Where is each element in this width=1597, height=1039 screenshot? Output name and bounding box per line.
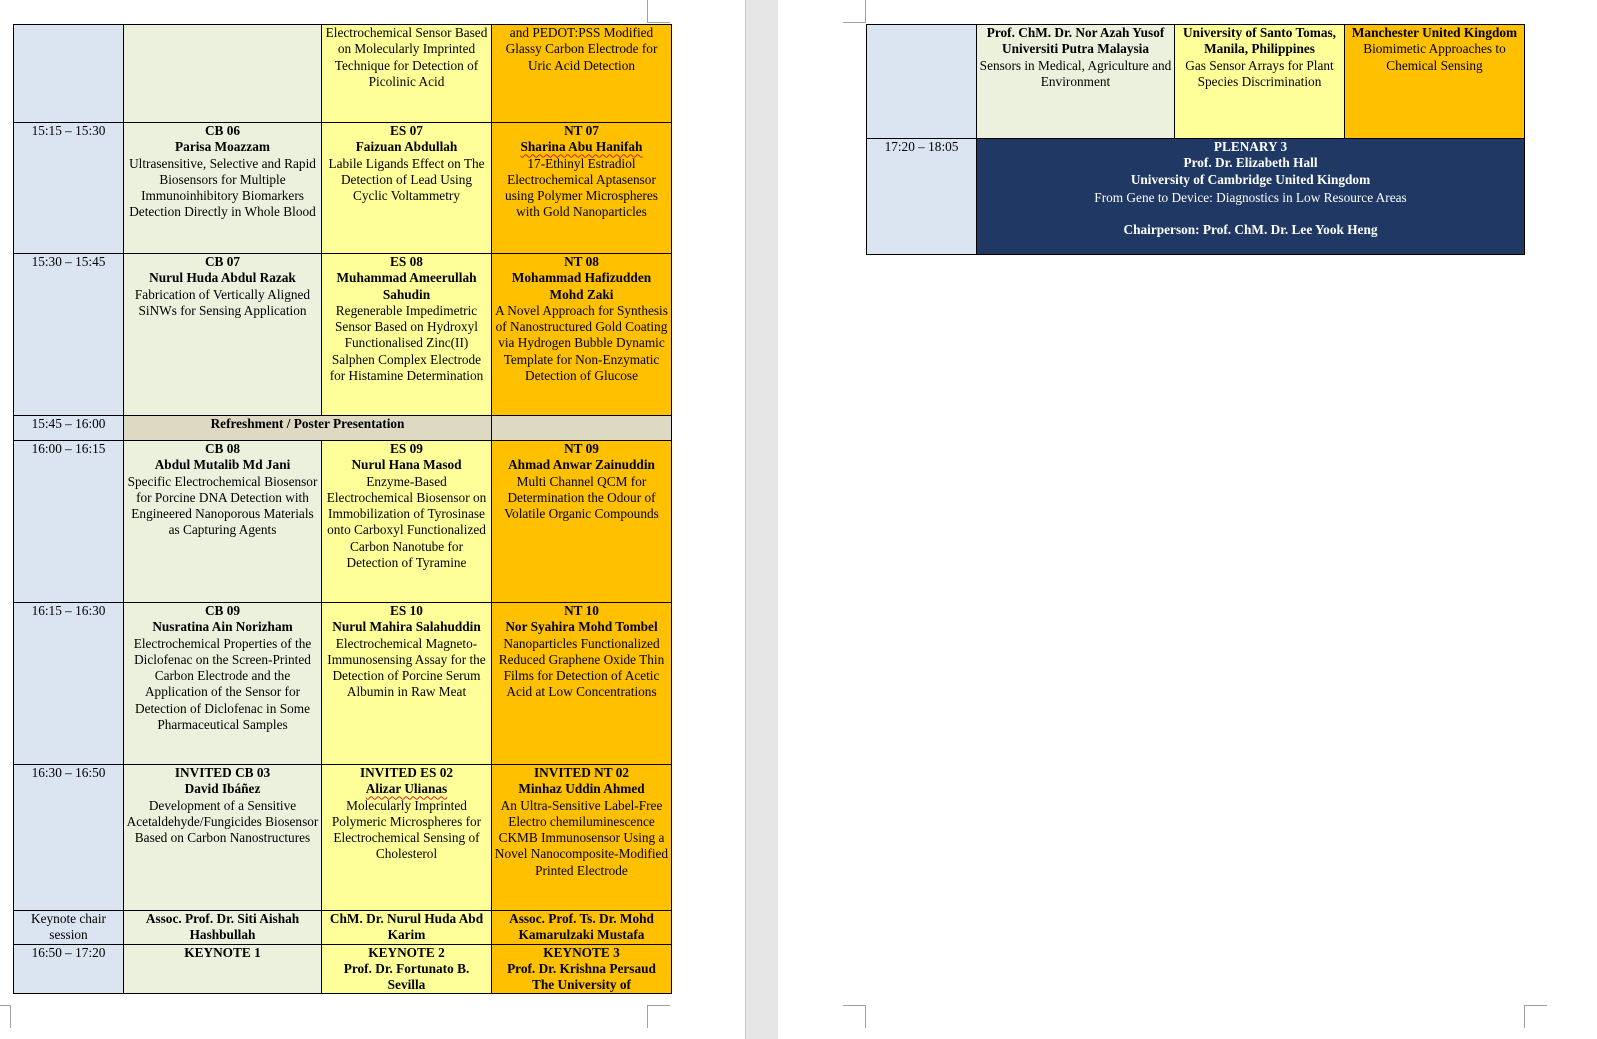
time-cell: 15:15 – 15:30 bbox=[14, 123, 124, 254]
es-cell bbox=[322, 123, 492, 254]
chairperson: Chairperson: Prof. ChM. Dr. Lee Yook Heng bbox=[1123, 222, 1378, 238]
paper-title: Sensors in Medical, Agriculture and Environment bbox=[979, 57, 1172, 89]
nt-cell bbox=[492, 603, 672, 765]
session-code: ES 10 bbox=[390, 603, 423, 618]
table-row bbox=[14, 911, 672, 945]
session-code: INVITED ES 02 bbox=[359, 765, 454, 780]
page-gutter bbox=[745, 0, 780, 1039]
presenter-name: Nurul Hana Masod bbox=[351, 457, 462, 473]
nt-cell bbox=[492, 441, 672, 603]
paper-title: Multi Channel QCM for Determination the Odour of Volatile Organic Compounds bbox=[504, 473, 659, 522]
crop-mark bbox=[1524, 1005, 1547, 1028]
time-cell: 16:15 – 16:30 bbox=[14, 603, 124, 765]
affiliation: The University of bbox=[532, 977, 631, 993]
paper-title: Ultrasensitive, Selective and Rapid Biosensors for Multiple Immunoinhibitory Biomarkers Detection Directly in Whole Blood bbox=[129, 155, 316, 220]
presenter-name: Nurul Mahira Salahuddin bbox=[332, 619, 481, 635]
es-cell bbox=[322, 25, 492, 123]
document-page-1 bbox=[0, 0, 742, 1039]
time-cell: 17:20 – 18:05 bbox=[867, 139, 977, 255]
schedule-table-continued bbox=[866, 24, 1525, 255]
presenter-name: Mohammad Hafizudden Mohd Zaki bbox=[511, 270, 652, 302]
session-code: NT 07 bbox=[564, 123, 599, 138]
paper-title: A Novel Approach for Synthesis of Nanostructured Gold Coating via Hydrogen Bubble Dynamic Template for Non-Enzymatic Detection of Glucose bbox=[495, 302, 668, 384]
presenter-name: Parisa Moazzam bbox=[175, 139, 270, 155]
cb-cell bbox=[124, 911, 322, 945]
table-row bbox=[14, 603, 672, 765]
session-code: KEYNOTE 2 bbox=[368, 944, 445, 960]
es-cell bbox=[322, 944, 492, 994]
nt-cell bbox=[492, 944, 672, 994]
presenter-name: Nor Syahira Mohd Tombel bbox=[505, 619, 658, 635]
paper-title: Fabrication of Vertically Aligned SiNWs for Sensing Application bbox=[134, 286, 311, 318]
presenter-name: Sharina Abu Hanifah bbox=[520, 139, 643, 155]
nt-cell bbox=[492, 911, 672, 945]
plenary-cell bbox=[977, 139, 1525, 255]
session-code: CB 09 bbox=[204, 603, 241, 618]
nt-cell bbox=[492, 123, 672, 254]
paper-title: Labile Ligands Effect on The Detection of Lead Using Cyclic Voltammetry bbox=[328, 155, 485, 204]
presenter-name: Alizar Ulianas bbox=[365, 781, 448, 797]
presenter-name: Prof. Dr. Krishna Persaud bbox=[507, 960, 656, 976]
presenter-name: Prof. Dr. Fortunato B. Sevilla bbox=[343, 960, 470, 993]
chairperson-name: Assoc. Prof. Ts. Dr. Mohd Kamarulzaki Mustafa bbox=[509, 911, 654, 943]
crop-mark bbox=[647, 1005, 670, 1028]
paper-title: Enzyme-Based Electrochemical Biosensor on Immobilization of Tyrosinase onto Carboxyl Functionalized Carbon Nanotube for Detection of Tyramine bbox=[326, 473, 487, 571]
schedule-table bbox=[13, 24, 672, 994]
paper-title: Development of a Sensitive Acetaldehyde/Fungicides Biosensor Based on Carbon Nanostructures bbox=[126, 797, 319, 846]
nt-cell bbox=[492, 25, 672, 123]
table-row bbox=[14, 441, 672, 603]
time-cell bbox=[867, 25, 977, 139]
time-cell: 16:50 – 17:20 bbox=[14, 944, 124, 994]
cb-cell bbox=[124, 441, 322, 603]
paper-title: and PEDOT:PSS Modified Glassy Carbon Electrode for Uric Acid Detection bbox=[505, 25, 658, 73]
presenter-name: Abdul Mutalib Md Jani bbox=[154, 457, 291, 473]
time-cell: 15:30 – 15:45 bbox=[14, 254, 124, 416]
nt-cell bbox=[1345, 25, 1525, 139]
crop-mark bbox=[647, 0, 670, 23]
cb-cell bbox=[124, 765, 322, 911]
break-cell-end bbox=[492, 416, 672, 441]
es-cell bbox=[322, 441, 492, 603]
paper-title: Specific Electrochemical Biosensor for Porcine DNA Detection with Engineered Nanoporous Materials as Capturing Agents bbox=[127, 473, 318, 538]
paper-title: An Ultra-Sensitive Label-Free Electro chemiluminescence CKMB Immunosensor Using a Novel Nanocomposite-Modified Printed Electrode bbox=[494, 797, 669, 878]
time-cell: 16:30 – 16:50 bbox=[14, 765, 124, 911]
table-row bbox=[867, 139, 1525, 255]
es-cell bbox=[322, 765, 492, 911]
presenter-name: Minhaz Uddin Ahmed bbox=[518, 781, 645, 797]
presenter-name: Prof. Dr. Elizabeth Hall bbox=[1183, 155, 1318, 171]
paper-title: Electrochemical Properties of the Diclofenac on the Screen-Printed Carbon Electrode and the Application of the Sensor for Detection of Diclofenac in Some Pharmaceutical Samples bbox=[133, 635, 312, 733]
cb-cell bbox=[124, 123, 322, 254]
paper-title: Electrochemical Magneto-Immunosensing Assay for the Detection of Porcine Serum Albumin in Raw Meat bbox=[327, 635, 486, 700]
session-code: INVITED CB 03 bbox=[174, 765, 271, 780]
cb-cell bbox=[124, 25, 322, 123]
paper-title: Electrochemical Sensor Based on Molecularly Imprinted Technique for Detection of Picolinic Acid bbox=[325, 25, 488, 89]
paper-title: Regenerable Impedimetric Sensor Based on Hydroxyl Functionalised Zinc(II) Salphen Complex Electrode for Histamine Determination bbox=[329, 302, 484, 384]
session-code: NT 08 bbox=[564, 254, 599, 269]
table-row bbox=[867, 25, 1525, 139]
session-code: ES 07 bbox=[390, 123, 423, 138]
affiliation: University of Cambridge United Kingdom bbox=[1130, 171, 1371, 187]
presenter-name: Ahmad Anwar Zainuddin bbox=[508, 457, 655, 473]
presenter-name: Faizuan Abdullah bbox=[355, 139, 458, 155]
time-cell: Keynote chair session bbox=[14, 911, 124, 945]
session-code: PLENARY 3 bbox=[1213, 139, 1288, 154]
paper-title: Nanoparticles Functionalized Reduced Graphene Oxide Thin Films for Detection of Acetic Acid at Low Concentrations bbox=[498, 635, 665, 700]
cb-cell bbox=[124, 603, 322, 765]
table-row bbox=[14, 123, 672, 254]
table-row bbox=[14, 25, 672, 123]
session-code: INVITED NT 02 bbox=[533, 765, 630, 780]
time-cell: 15:45 – 16:00 bbox=[14, 416, 124, 441]
crop-mark bbox=[0, 1005, 11, 1028]
session-code: KEYNOTE 1 bbox=[184, 944, 261, 960]
session-code: ES 09 bbox=[390, 441, 423, 456]
es-cell bbox=[322, 603, 492, 765]
session-code: ES 08 bbox=[390, 254, 423, 269]
time-cell: 16:00 – 16:15 bbox=[14, 441, 124, 603]
crop-mark bbox=[843, 0, 866, 23]
es-cell bbox=[1175, 25, 1345, 139]
cb-cell bbox=[977, 25, 1175, 139]
table-row bbox=[14, 944, 672, 994]
session-code: NT 10 bbox=[564, 603, 599, 618]
session-code: KEYNOTE 3 bbox=[543, 944, 620, 960]
table-row bbox=[14, 765, 672, 911]
break-cell: Refreshment / Poster Presentation bbox=[124, 416, 492, 441]
affiliation: University of Santo Tomas, Manila, Philippines bbox=[1183, 25, 1336, 57]
paper-title: Gas Sensor Arrays for Plant Species Discrimination bbox=[1185, 57, 1334, 89]
cb-cell bbox=[124, 254, 322, 416]
presenter-name: Nusratina Ain Norizham bbox=[152, 619, 293, 635]
presenter-name: Nurul Huda Abdul Razak bbox=[149, 270, 296, 286]
crop-mark bbox=[843, 1005, 866, 1028]
table-row bbox=[14, 416, 672, 441]
nt-cell bbox=[492, 765, 672, 911]
talk-title: From Gene to Device: Diagnostics in Low Resource Areas bbox=[1094, 189, 1407, 205]
document-page-2 bbox=[778, 0, 1597, 1039]
cb-cell bbox=[124, 944, 322, 994]
es-cell bbox=[322, 254, 492, 416]
presenter-name: Prof. ChM. Dr. Nor Azah Yusof Universiti Putra Malaysia bbox=[986, 25, 1165, 57]
chairperson-name: Assoc. Prof. Dr. Siti Aishah Hashbullah bbox=[145, 911, 300, 943]
session-code: CB 07 bbox=[204, 254, 241, 269]
presenter-name: Muhammad Ameerullah Sahudin bbox=[336, 270, 477, 302]
session-code: CB 06 bbox=[204, 123, 241, 138]
table-row bbox=[14, 254, 672, 416]
es-cell bbox=[322, 911, 492, 945]
time-cell bbox=[14, 25, 124, 123]
paper-title: 17-Ethinyl Estradiol Electrochemical Aptasensor using Polymer Microspheres with Gold Nanoparticles bbox=[505, 155, 658, 220]
session-code: CB 08 bbox=[204, 441, 241, 456]
session-code: NT 09 bbox=[564, 441, 599, 456]
chairperson-name: ChM. Dr. Nurul Huda Abd Karim bbox=[329, 911, 484, 943]
presenter-name: David Ibáñez bbox=[184, 781, 261, 797]
paper-title: Biomimetic Approaches to Chemical Sensing bbox=[1363, 41, 1506, 73]
paper-title: Molecularly Imprinted Polymeric Microspheres for Electrochemical Sensing of Cholesterol bbox=[331, 797, 482, 862]
nt-cell bbox=[492, 254, 672, 416]
affiliation: Manchester United Kingdom bbox=[1351, 25, 1518, 40]
